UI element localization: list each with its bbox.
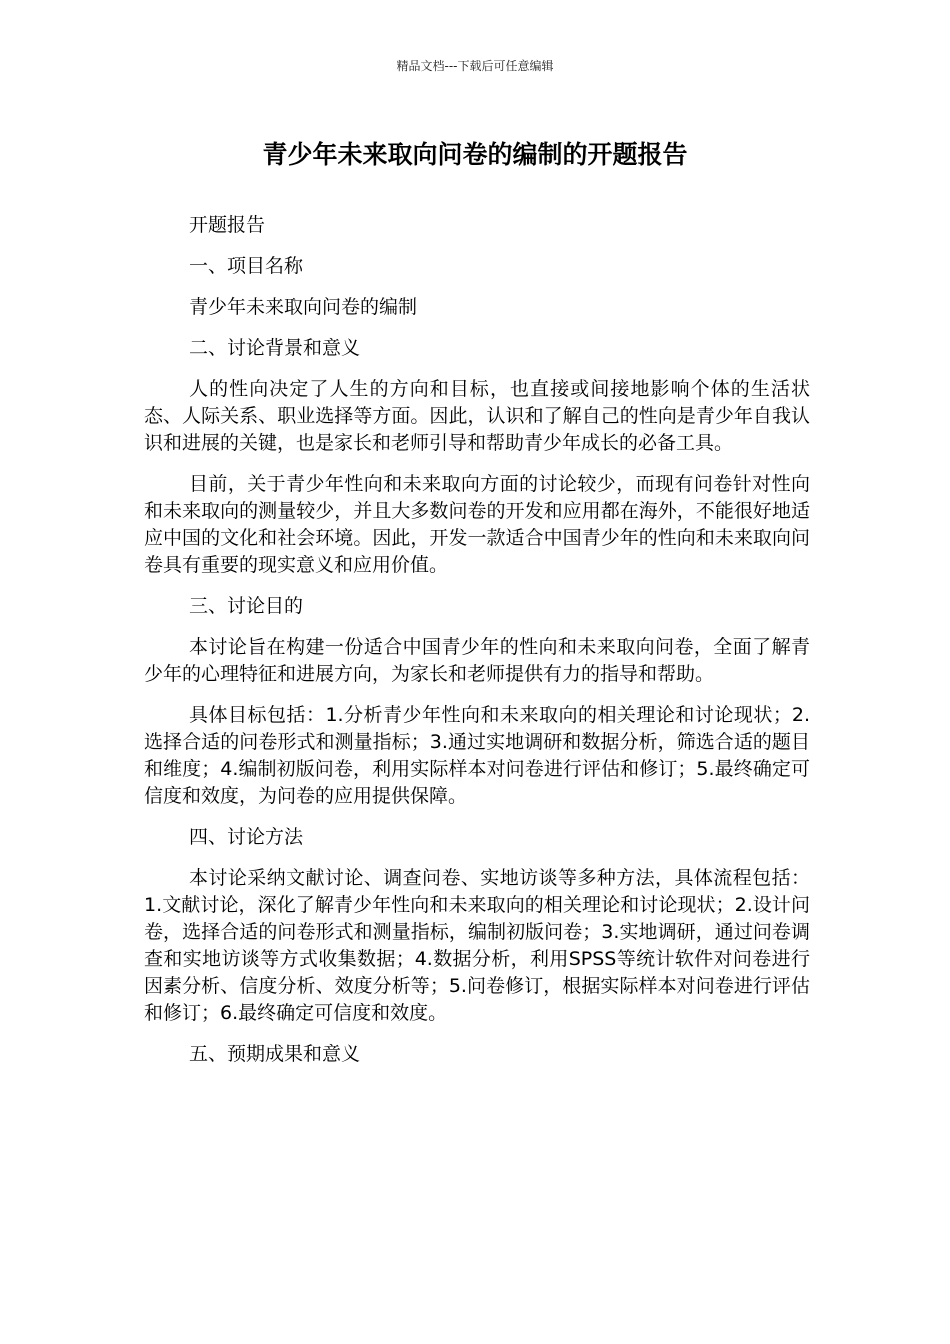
paragraph-purpose-2: 具体目标包括：1.分析青少年性向和未来取向的相关理论和讨论现状；2.选择合适的问卷形式和测量指标；3.通过实地调研和数据分析，筛选合适的题目和维度；4.编制初版问卷，利用实际样本对问卷进行评估和修订；5.最终确定可信度和效度，为问卷的应用提供保障。	[144, 704, 810, 807]
heading-purpose: 三、讨论目的	[189, 595, 304, 617]
header-note: 精品文档---下载后可任意编辑	[396, 59, 554, 73]
document-body	[144, 212, 810, 1082]
paragraph-methods: 本讨论采纳文献讨论、调查问卷、实地访谈等多种方法，具体流程包括：1.文献讨论，深化了解青少年性向和未来取向的相关理论和讨论现状；2.设计问卷，选择合适的问卷形式和测量指标，编制初版问卷；3.实地调研，通过问卷调查和实地访谈等方式收集数据；4.数据分析，利用SPSS等统计软件对问卷进行因素分析、信度分析、效度分析等；5.问卷修订，根据实际样本对问卷进行评估和修订；6.最终确定可信度和效度。	[144, 867, 810, 1024]
paragraph-purpose-1: 本讨论旨在构建一份适合中国青少年的性向和未来取向问卷，全面了解青少年的心理特征和进展方向，为家长和老师提供有力的指导和帮助。	[144, 636, 810, 685]
paragraph-background-2: 目前，关于青少年性向和未来取向方面的讨论较少，而现有问卷针对性向和未来取向的测量较少，并且大多数问卷的开发和应用都在海外，不能很好地适应中国的文化和社会环境。因此，开发一款适合中国青少年的性向和未来取向问卷具有重要的现实意义和应用价值。	[144, 473, 810, 576]
heading-project-name: 一、项目名称	[189, 255, 304, 277]
heading-methods: 四、讨论方法	[189, 826, 304, 848]
paragraph-project-name: 青少年未来取向问卷的编制	[189, 296, 418, 318]
document-title: 青少年未来取向问卷的编制的开题报告	[262, 140, 688, 169]
heading-expected-results: 五、预期成果和意义	[189, 1043, 361, 1065]
paragraph-report-label: 开题报告	[189, 214, 266, 236]
paragraph-background-1: 人的性向决定了人生的方向和目标，也直接或间接地影响个体的生活状态、人际关系、职业选择等方面。因此，认识和了解自己的性向是青少年自我认识和进展的关键，也是家长和老师引导和帮助青少年成长的必备工具。	[144, 378, 810, 454]
heading-background: 二、讨论背景和意义	[189, 337, 361, 359]
